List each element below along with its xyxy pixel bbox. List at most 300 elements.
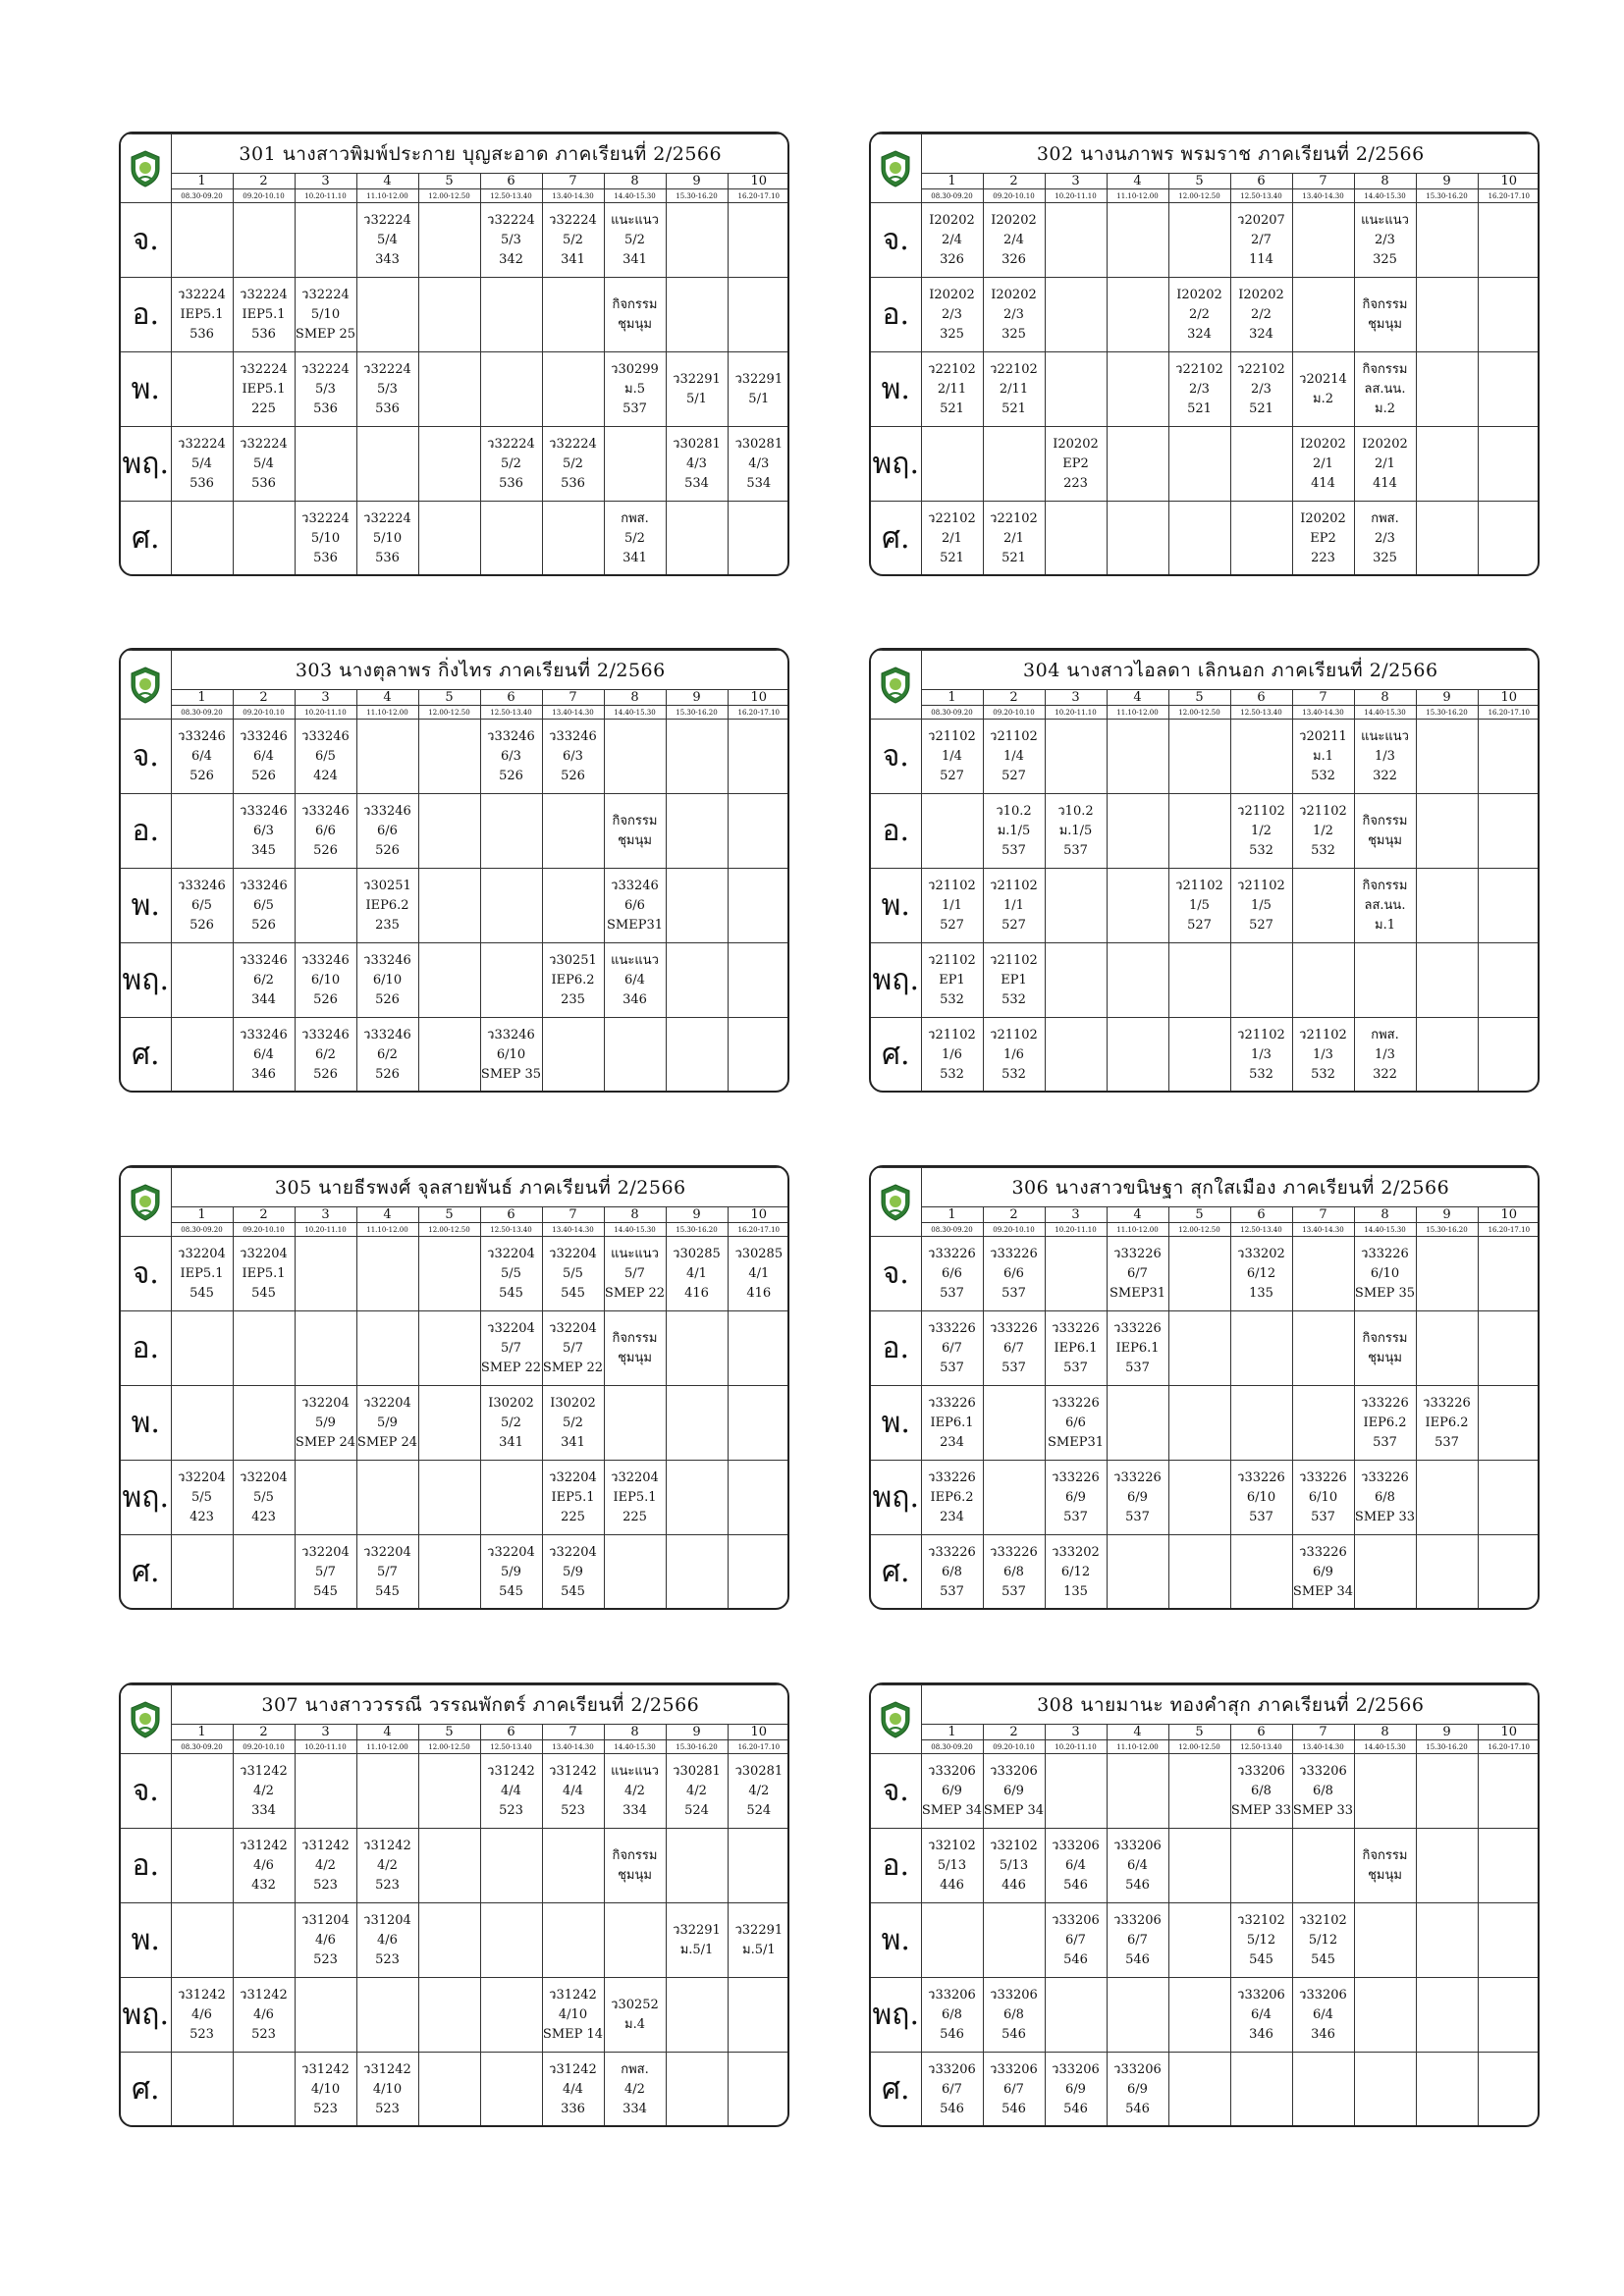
- slot-line: ว21102: [928, 1027, 976, 1042]
- slot-line: 526: [251, 768, 276, 783]
- period-time: 15.30-16.20: [1416, 1740, 1478, 1754]
- period-time: 16.20-17.10: [728, 706, 789, 720]
- slot-line: 6/6: [624, 897, 645, 913]
- class-slot: [1292, 720, 1354, 794]
- slot-line: 5/7: [315, 1564, 336, 1579]
- slot-line: 324: [1187, 326, 1212, 342]
- class-slot: [728, 1535, 789, 1610]
- class-slot: [542, 1829, 604, 1903]
- class-slot: [1107, 720, 1168, 794]
- slot-line: ว33206: [928, 2061, 976, 2077]
- slot-line: ว22102: [1175, 361, 1223, 377]
- class-slot: [480, 794, 542, 869]
- slot-line: 527: [940, 768, 964, 783]
- slot-line: 341: [561, 251, 585, 267]
- class-slot: [1354, 2053, 1416, 2127]
- day-row: [871, 1903, 1540, 1978]
- slot-line: 545: [251, 1285, 276, 1301]
- class-slot: [295, 1903, 356, 1978]
- slot-line: 526: [189, 917, 214, 933]
- period-time: 12.50-13.40: [480, 706, 542, 720]
- class-slot: [1416, 1978, 1478, 2053]
- slot-line: ว33206: [1052, 1838, 1100, 1853]
- class-slot: [295, 720, 356, 794]
- class-slot: [542, 1978, 604, 2053]
- slot-line: 527: [1187, 917, 1212, 933]
- day-label: จ.: [871, 720, 921, 794]
- class-slot: [1354, 203, 1416, 278]
- day-label: ศ.: [871, 2053, 921, 2127]
- slot-line: IEP6.1: [930, 1415, 974, 1430]
- slot-line: แนะแนว: [611, 1246, 659, 1261]
- slot-line: 5/2: [501, 1415, 521, 1430]
- slot-line: ลส.นน.: [1364, 381, 1406, 397]
- period-time-row: [871, 706, 1540, 720]
- class-slot: [233, 943, 295, 1018]
- slot-line: ว32102: [1299, 1912, 1347, 1928]
- slot-line: 6/6: [1003, 1265, 1024, 1281]
- slot-line: 1/2: [1251, 823, 1272, 838]
- period-time: 12.00-12.50: [1168, 1223, 1230, 1237]
- class-slot: [1354, 502, 1416, 576]
- slot-line: 545: [561, 1285, 585, 1301]
- timetable-title: 301 นางสาวพิมพ์ประกาย บุญสะอาด ภาคเรียนที่ 2/2566: [171, 134, 789, 174]
- period-number: 6: [1230, 690, 1292, 706]
- day-label: อ.: [121, 1311, 171, 1386]
- slot-line: 6/8: [942, 1564, 962, 1579]
- slot-line: 545: [499, 1583, 523, 1599]
- slot-line: 5/5: [501, 1265, 521, 1281]
- slot-line: กิจกรรม: [1362, 361, 1408, 377]
- slot-line: IEP5.1: [613, 1489, 657, 1505]
- slot-line: 534: [684, 475, 709, 491]
- slot-line: 334: [623, 1802, 647, 1818]
- slot-line: ว32204: [487, 1320, 535, 1336]
- class-slot: [480, 1978, 542, 2053]
- day-label: พ.: [121, 1903, 171, 1978]
- class-slot: [480, 1903, 542, 1978]
- period-number: 3: [295, 1725, 356, 1740]
- slot-line: 6/4: [191, 748, 212, 764]
- slot-line: ว32204: [549, 1544, 597, 1560]
- day-label: จ.: [871, 1754, 921, 1829]
- slot-line: IEP6.2: [551, 972, 595, 988]
- class-slot: [1107, 943, 1168, 1018]
- period-number-row: [871, 690, 1540, 706]
- slot-line: ว31242: [549, 1987, 597, 2002]
- class-slot: [1168, 1018, 1230, 1093]
- slot-line: ว32224: [363, 510, 411, 526]
- class-slot: [1292, 1018, 1354, 1093]
- period-time-row: [121, 189, 789, 203]
- slot-line: EP2: [1310, 530, 1336, 546]
- class-slot: [666, 278, 728, 352]
- class-slot: [921, 278, 983, 352]
- slot-line: ว33246: [611, 878, 659, 893]
- slot-line: 546: [1063, 1877, 1088, 1893]
- period-number-row: [871, 1725, 1540, 1740]
- slot-line: 6/4: [1251, 2006, 1272, 2022]
- slot-line: ว33246: [301, 952, 350, 968]
- class-slot: [983, 502, 1045, 576]
- class-slot: [1292, 1903, 1354, 1978]
- slot-line: 4/6: [253, 2006, 274, 2022]
- class-slot: [1230, 1829, 1292, 1903]
- slot-line: ว31204: [301, 1912, 350, 1928]
- period-number: 3: [295, 690, 356, 706]
- slot-line: 223: [1311, 550, 1335, 565]
- timetable-306: [869, 1165, 1540, 1610]
- slot-line: 537: [1001, 842, 1026, 858]
- class-slot: [295, 203, 356, 278]
- period-time: 15.30-16.20: [666, 1223, 728, 1237]
- slot-line: ว32204: [549, 1320, 597, 1336]
- slot-line: 537: [940, 1583, 964, 1599]
- class-slot: [666, 720, 728, 794]
- day-label: พ.: [121, 352, 171, 427]
- slot-line: 532: [1249, 1066, 1273, 1082]
- class-slot: [1292, 352, 1354, 427]
- slot-line: ว33246: [240, 878, 288, 893]
- period-time: 12.00-12.50: [418, 189, 480, 203]
- slot-line: 5/5: [253, 1489, 274, 1505]
- day-label: พฤ.: [121, 943, 171, 1018]
- slot-line: ว32204: [487, 1246, 535, 1261]
- slot-line: 545: [561, 1583, 585, 1599]
- slot-line: ว32291: [673, 371, 721, 387]
- class-slot: [728, 1237, 789, 1311]
- period-number: 8: [1354, 1725, 1416, 1740]
- slot-line: 526: [251, 917, 276, 933]
- period-time: 09.20-10.10: [233, 1740, 295, 1754]
- class-slot: [480, 2053, 542, 2127]
- class-slot: [728, 1386, 789, 1461]
- period-number: 8: [604, 174, 666, 189]
- period-number: 5: [1168, 174, 1230, 189]
- slot-line: IEP6.2: [1363, 1415, 1407, 1430]
- period-number: 10: [1478, 1725, 1540, 1740]
- slot-line: กิจกรรม: [1362, 1330, 1408, 1346]
- slot-line: 6/7: [942, 2081, 962, 2097]
- class-slot: [1168, 278, 1230, 352]
- class-slot: [1354, 1535, 1416, 1610]
- day-label: ศ.: [871, 1018, 921, 1093]
- slot-line: กิจกรรม: [1362, 1847, 1408, 1863]
- class-slot: [921, 1754, 983, 1829]
- slot-line: 5/9: [563, 1564, 583, 1579]
- class-slot: [171, 278, 233, 352]
- class-slot: [921, 1978, 983, 2053]
- slot-line: ว33226: [1113, 1246, 1162, 1261]
- slot-line: 6/6: [315, 823, 336, 838]
- slot-line: 4/10: [558, 2006, 588, 2022]
- class-slot: [983, 1018, 1045, 1093]
- period-time: 11.10-12.00: [1107, 189, 1168, 203]
- class-slot: [728, 278, 789, 352]
- period-number: 5: [1168, 1725, 1230, 1740]
- class-slot: [983, 1535, 1045, 1610]
- slot-line: 526: [189, 768, 214, 783]
- schedule-table: [121, 133, 789, 576]
- school-logo-icon: [121, 1685, 171, 1754]
- slot-line: ว32102: [1237, 1912, 1285, 1928]
- period-time: 08.30-09.20: [921, 706, 983, 720]
- day-row: [121, 720, 789, 794]
- slot-line: ว33226: [1299, 1469, 1347, 1485]
- class-slot: [1478, 869, 1540, 943]
- slot-line: ว32204: [487, 1544, 535, 1560]
- slot-line: 5/2: [563, 232, 583, 247]
- period-number: 10: [728, 174, 789, 189]
- class-slot: [1292, 203, 1354, 278]
- slot-line: ว20214: [1299, 371, 1347, 387]
- slot-line: ว33206: [1113, 2061, 1162, 2077]
- slot-line: 532: [940, 991, 964, 1007]
- slot-line: ว10.2: [1057, 803, 1094, 819]
- slot-line: 6/2: [377, 1046, 398, 1062]
- class-slot: [921, 1829, 983, 1903]
- slot-line: 523: [375, 1951, 400, 1967]
- class-slot: [418, 1829, 480, 1903]
- slot-line: กิจกรรม: [1362, 813, 1408, 828]
- slot-line: I30202: [550, 1395, 596, 1411]
- class-slot: [233, 203, 295, 278]
- day-row: [871, 1754, 1540, 1829]
- class-slot: [418, 943, 480, 1018]
- day-row: [121, 1754, 789, 1829]
- period-time: 10.20-11.10: [1045, 189, 1107, 203]
- slot-line: ว21102: [1237, 878, 1285, 893]
- title-row: [871, 1168, 1540, 1207]
- slot-line: 6/7: [1127, 1265, 1148, 1281]
- class-slot: [542, 794, 604, 869]
- slot-line: 6/3: [501, 748, 521, 764]
- day-row: [871, 502, 1540, 576]
- slot-line: 537: [940, 1360, 964, 1375]
- class-slot: [171, 203, 233, 278]
- period-number: 2: [983, 174, 1045, 189]
- slot-line: ว32224: [301, 361, 350, 377]
- slot-line: 5/2: [624, 530, 645, 546]
- class-slot: [480, 1754, 542, 1829]
- period-time: 14.40-15.30: [604, 1223, 666, 1237]
- period-time-row: [121, 706, 789, 720]
- title-row: [871, 651, 1540, 690]
- class-slot: [171, 1018, 233, 1093]
- period-time: 15.30-16.20: [1416, 1223, 1478, 1237]
- slot-line: กพส.: [621, 510, 649, 526]
- title-row: [121, 134, 789, 174]
- class-slot: [983, 1386, 1045, 1461]
- slot-line: 527: [1001, 768, 1026, 783]
- period-time: 13.40-14.30: [1292, 1223, 1354, 1237]
- class-slot: [418, 502, 480, 576]
- slot-line: 1/4: [942, 748, 962, 764]
- slot-line: ว32102: [928, 1838, 976, 1853]
- slot-line: 5/1: [748, 391, 770, 406]
- class-slot: [921, 1237, 983, 1311]
- slot-line: 1/4: [1003, 748, 1024, 764]
- slot-line: IEP5.1: [180, 306, 224, 322]
- class-slot: [480, 1829, 542, 1903]
- slot-line: 545: [189, 1285, 214, 1301]
- class-slot: [666, 203, 728, 278]
- slot-line: SMEP 35: [1354, 1285, 1416, 1301]
- slot-line: 524: [684, 1802, 709, 1818]
- period-number: 7: [542, 174, 604, 189]
- schedule-table: [871, 133, 1540, 576]
- slot-line: I20202: [1300, 510, 1346, 526]
- slot-line: 6/7: [1065, 1932, 1086, 1948]
- day-row: [121, 1978, 789, 2053]
- day-row: [871, 720, 1540, 794]
- day-label: ศ.: [121, 2053, 171, 2127]
- class-slot: [418, 2053, 480, 2127]
- slot-line: ลส.นน.: [1364, 897, 1406, 913]
- period-number: 10: [728, 690, 789, 706]
- class-slot: [1045, 203, 1107, 278]
- class-slot: [604, 1237, 666, 1311]
- class-slot: [1416, 1461, 1478, 1535]
- class-slot: [1416, 1386, 1478, 1461]
- class-slot: [171, 720, 233, 794]
- title-row: [121, 1168, 789, 1207]
- period-number: 2: [983, 690, 1045, 706]
- period-number: 10: [1478, 174, 1540, 189]
- slot-line: ว21102: [928, 952, 976, 968]
- class-slot: [1292, 1311, 1354, 1386]
- period-time: 10.20-11.10: [1045, 1223, 1107, 1237]
- day-row: [121, 502, 789, 576]
- period-time: 12.50-13.40: [1230, 1740, 1292, 1754]
- day-label: อ.: [871, 1311, 921, 1386]
- slot-line: แนะแนว: [1361, 212, 1409, 228]
- period-time: 16.20-17.10: [728, 189, 789, 203]
- class-slot: [1168, 427, 1230, 502]
- day-label: จ.: [121, 203, 171, 278]
- period-time: 08.30-09.20: [171, 1740, 233, 1754]
- slot-line: 537: [1249, 1509, 1273, 1524]
- class-slot: [1168, 1754, 1230, 1829]
- slot-line: กิจกรรม: [612, 1847, 658, 1863]
- class-slot: [728, 1903, 789, 1978]
- slot-line: กิจกรรม: [1362, 296, 1408, 312]
- slot-line: 5/4: [253, 455, 274, 471]
- slot-line: SMEP 14: [542, 2026, 604, 2042]
- slot-line: ว31242: [301, 2061, 350, 2077]
- class-slot: [542, 943, 604, 1018]
- period-time: 11.10-12.00: [356, 1223, 418, 1237]
- class-slot: [983, 1461, 1045, 1535]
- slot-line: 5/12: [1246, 1932, 1276, 1948]
- class-slot: [356, 1754, 418, 1829]
- slot-line: IEP5.1: [242, 381, 286, 397]
- slot-line: ว32204: [178, 1246, 226, 1261]
- slot-line: 5/3: [501, 232, 521, 247]
- class-slot: [1478, 278, 1540, 352]
- slot-line: 4/10: [372, 2081, 403, 2097]
- class-slot: [171, 1903, 233, 1978]
- class-slot: [921, 869, 983, 943]
- class-slot: [1107, 869, 1168, 943]
- timetable-title: 302 นางนภาพร พรมราช ภาคเรียนที่ 2/2566: [921, 134, 1540, 174]
- class-slot: [1107, 794, 1168, 869]
- slot-line: ว33226: [928, 1469, 976, 1485]
- class-slot: [295, 943, 356, 1018]
- period-number: 9: [666, 1207, 728, 1223]
- class-slot: [1292, 2053, 1354, 2127]
- slot-line: SMEP 34: [921, 1802, 983, 1818]
- class-slot: [1292, 278, 1354, 352]
- slot-line: 1/3: [1251, 1046, 1272, 1062]
- slot-line: I20202: [1300, 436, 1346, 452]
- class-slot: [1292, 502, 1354, 576]
- class-slot: [1478, 352, 1540, 427]
- period-time: 12.50-13.40: [480, 1223, 542, 1237]
- slot-line: 5/2: [563, 1415, 583, 1430]
- class-slot: [1107, 1754, 1168, 1829]
- slot-line: กิจกรรม: [612, 813, 658, 828]
- slot-line: ว32204: [363, 1544, 411, 1560]
- slot-line: ว33226: [1113, 1320, 1162, 1336]
- slot-line: ว32204: [178, 1469, 226, 1485]
- slot-line: I20202: [1176, 287, 1222, 302]
- slot-line: I30202: [488, 1395, 534, 1411]
- slot-line: 536: [189, 326, 214, 342]
- slot-line: ว20207: [1237, 212, 1285, 228]
- slot-line: ม.2: [1375, 400, 1395, 416]
- class-slot: [604, 943, 666, 1018]
- slot-line: ว32291: [673, 1922, 721, 1938]
- class-slot: [1168, 1829, 1230, 1903]
- slot-line: ว33226: [928, 1246, 976, 1261]
- period-number: 6: [480, 1725, 542, 1740]
- day-row: [871, 1461, 1540, 1535]
- class-slot: [356, 278, 418, 352]
- slot-line: SMEP 22: [604, 1285, 666, 1301]
- class-slot: [1107, 1535, 1168, 1610]
- class-slot: [1230, 794, 1292, 869]
- slot-line: ชุมนุม: [618, 1867, 652, 1883]
- slot-line: ว30281: [734, 436, 784, 452]
- class-slot: [1107, 1237, 1168, 1311]
- class-slot: [1230, 352, 1292, 427]
- slot-line: 114: [1249, 251, 1273, 267]
- period-number: 7: [1292, 690, 1354, 706]
- class-slot: [295, 1461, 356, 1535]
- slot-line: 6/9: [1127, 1489, 1148, 1505]
- class-slot: [1478, 1829, 1540, 1903]
- slot-line: 2/11: [999, 381, 1029, 397]
- day-row: [871, 1978, 1540, 2053]
- slot-line: 6/4: [624, 972, 645, 988]
- period-time: 13.40-14.30: [542, 189, 604, 203]
- class-slot: [1478, 1237, 1540, 1311]
- day-label: พ.: [871, 352, 921, 427]
- slot-line: ว32224: [549, 436, 597, 452]
- slot-line: ว22102: [990, 361, 1038, 377]
- period-number: 6: [480, 1207, 542, 1223]
- day-row: [121, 1386, 789, 1461]
- period-time: 09.20-10.10: [983, 1223, 1045, 1237]
- class-slot: [666, 427, 728, 502]
- class-slot: [1168, 1535, 1230, 1610]
- slot-line: 5/3: [315, 381, 336, 397]
- class-slot: [1230, 1535, 1292, 1610]
- slot-line: กพส.: [621, 2061, 649, 2077]
- slot-line: กิจกรรม: [612, 1330, 658, 1346]
- class-slot: [728, 720, 789, 794]
